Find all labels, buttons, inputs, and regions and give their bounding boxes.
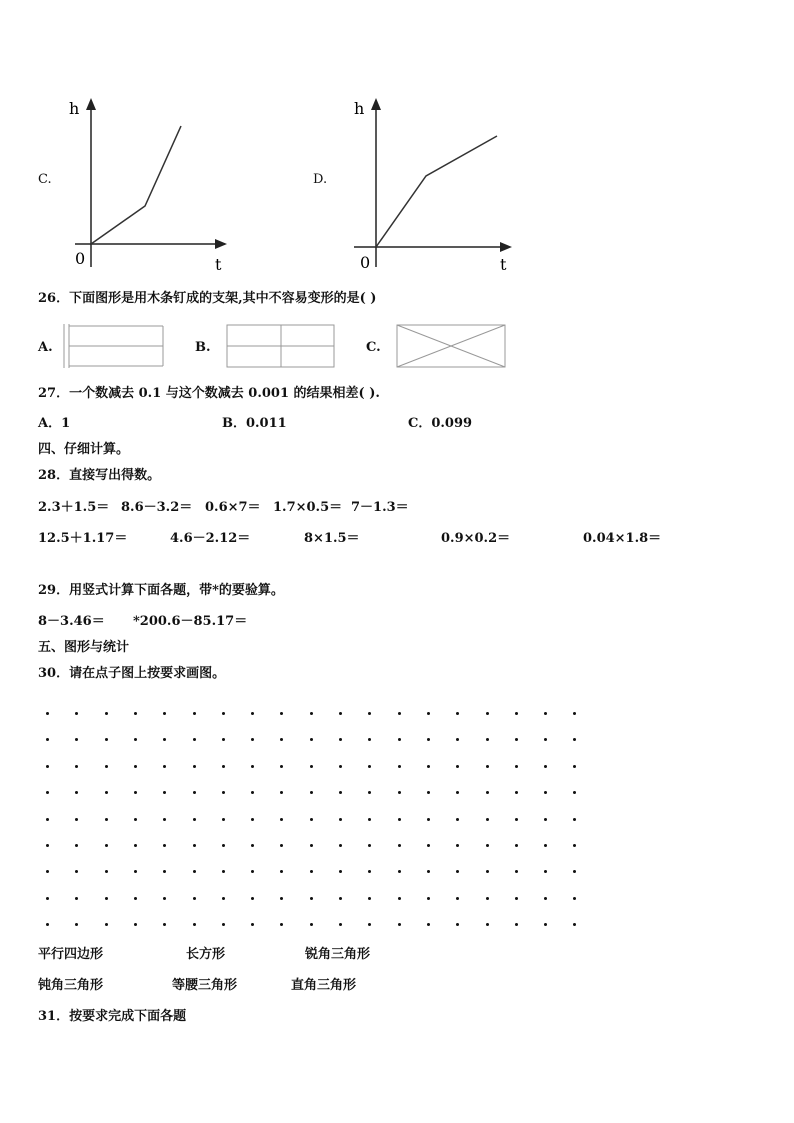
question-29: 29．用竖式计算下面各题，带*的要验算。	[38, 583, 284, 598]
grid-dot[interactable]	[368, 738, 371, 741]
dot-grid[interactable]	[46, 712, 556, 932]
option-c-label: C.	[38, 172, 52, 187]
graph-line	[376, 136, 497, 247]
q28-r2-item: 8×1.5＝	[304, 531, 360, 546]
grid-dot[interactable]	[486, 897, 489, 900]
q28-r2-item: 12.5＋1.17＝	[38, 531, 128, 546]
grid-dot[interactable]	[368, 897, 371, 900]
grid-dot[interactable]	[456, 923, 459, 926]
x-label: t	[215, 255, 222, 274]
grid-dot[interactable]	[251, 844, 254, 847]
graph-d	[340, 92, 530, 277]
grid-dot[interactable]	[515, 712, 518, 715]
q27-option-a: A．1	[38, 416, 71, 431]
q28-r2-item: 0.04×1.8＝	[583, 531, 662, 546]
question-26: 26．下面图形是用木条钉成的支架,其中不容易变形的是( )	[38, 291, 377, 306]
x-arrow	[215, 239, 227, 249]
grid-dot[interactable]	[486, 818, 489, 821]
grid-dot[interactable]	[75, 897, 78, 900]
grid-dot[interactable]	[105, 870, 108, 873]
grid-dot[interactable]	[280, 712, 283, 715]
grid-dot[interactable]	[251, 897, 254, 900]
grid-dot[interactable]	[573, 818, 576, 821]
grid-dot[interactable]	[427, 923, 430, 926]
grid-dot[interactable]	[134, 712, 137, 715]
y-arrow	[86, 98, 96, 110]
grid-dot[interactable]	[46, 765, 49, 768]
grid-dot[interactable]	[573, 870, 576, 873]
grid-dot[interactable]	[339, 897, 342, 900]
question-28: 28．直接写出得数。	[38, 468, 161, 483]
grid-dot[interactable]	[368, 844, 371, 847]
grid-dot[interactable]	[398, 870, 401, 873]
grid-dot[interactable]	[427, 712, 430, 715]
grid-dot[interactable]	[486, 712, 489, 715]
grid-dot[interactable]	[486, 791, 489, 794]
q28-r1-item: 7－1.3＝	[351, 500, 409, 515]
grid-dot[interactable]	[427, 870, 430, 873]
q26-option-c: C.	[366, 340, 381, 355]
grid-dot[interactable]	[75, 818, 78, 821]
grid-dot[interactable]	[75, 712, 78, 715]
y-arrow	[371, 98, 381, 110]
grid-dot[interactable]	[515, 791, 518, 794]
section-5-heading: 五、图形与统计	[38, 640, 130, 655]
grid-dot[interactable]	[398, 712, 401, 715]
grid-dot[interactable]	[515, 818, 518, 821]
grid-dot[interactable]	[427, 844, 430, 847]
grid-dot[interactable]	[427, 818, 430, 821]
grid-dot[interactable]	[544, 791, 547, 794]
grid-dot[interactable]	[544, 923, 547, 926]
grid-dot[interactable]	[193, 897, 196, 900]
grid-dot[interactable]	[280, 870, 283, 873]
grid-dot[interactable]	[339, 844, 342, 847]
q26-option-a: A.	[38, 340, 53, 355]
grid-dot[interactable]	[398, 897, 401, 900]
grid-dot[interactable]	[456, 738, 459, 741]
grid-dot[interactable]	[193, 765, 196, 768]
grid-dot[interactable]	[456, 844, 459, 847]
grid-dot[interactable]	[573, 712, 576, 715]
q28-r2-item: 4.6－2.12＝	[170, 531, 251, 546]
grid-dot[interactable]	[222, 923, 225, 926]
grid-dot[interactable]	[46, 897, 49, 900]
q28-r1-item: 1.7×0.5＝	[273, 500, 343, 515]
grid-dot[interactable]	[544, 712, 547, 715]
grid-dot[interactable]	[544, 818, 547, 821]
grid-dot[interactable]	[515, 765, 518, 768]
grid-dot[interactable]	[251, 712, 254, 715]
y-label: h	[69, 99, 80, 118]
grid-dot[interactable]	[310, 765, 313, 768]
grid-dot[interactable]	[544, 765, 547, 768]
q27-option-b: B．0.011	[222, 416, 287, 431]
q28-r1-item: 2.3＋1.5＝	[38, 500, 110, 515]
grid-dot[interactable]	[222, 870, 225, 873]
grid-dot[interactable]	[251, 765, 254, 768]
grid-dot[interactable]	[280, 791, 283, 794]
grid-dot[interactable]	[573, 923, 576, 926]
grid-dot[interactable]	[105, 844, 108, 847]
x-arrow	[500, 242, 512, 252]
grid-dot[interactable]	[163, 712, 166, 715]
grid-dot[interactable]	[456, 870, 459, 873]
grid-dot[interactable]	[251, 791, 254, 794]
grid-dot[interactable]	[515, 897, 518, 900]
grid-dot[interactable]	[486, 765, 489, 768]
grid-dot[interactable]	[544, 897, 547, 900]
grid-dot[interactable]	[339, 712, 342, 715]
option-d-label: D.	[313, 172, 328, 187]
grid-dot[interactable]	[193, 818, 196, 821]
grid-dot[interactable]	[222, 844, 225, 847]
grid-dot[interactable]	[280, 844, 283, 847]
grid-dot[interactable]	[544, 870, 547, 873]
grid-dot[interactable]	[105, 818, 108, 821]
grid-dot[interactable]	[222, 818, 225, 821]
grid-dot[interactable]	[339, 870, 342, 873]
grid-dot[interactable]	[105, 712, 108, 715]
grid-dot[interactable]	[75, 791, 78, 794]
grid-dot[interactable]	[105, 738, 108, 741]
grid-dot[interactable]	[310, 791, 313, 794]
q29-item: *200.6－85.17＝	[133, 614, 248, 629]
question-31: 31．按要求完成下面各题	[38, 1009, 187, 1024]
grid-dot[interactable]	[573, 738, 576, 741]
grid-dot[interactable]	[163, 765, 166, 768]
grid-dot[interactable]	[427, 765, 430, 768]
grid-dot[interactable]	[368, 870, 371, 873]
grid-dot[interactable]	[46, 844, 49, 847]
grid-dot[interactable]	[251, 870, 254, 873]
grid-dot[interactable]	[163, 897, 166, 900]
grid-dot[interactable]	[398, 923, 401, 926]
grid-dot[interactable]	[310, 818, 313, 821]
grid-dot[interactable]	[339, 923, 342, 926]
grid-dot[interactable]	[46, 712, 49, 715]
grid-dot[interactable]	[368, 765, 371, 768]
grid-dot[interactable]	[75, 923, 78, 926]
grid-dot[interactable]	[222, 791, 225, 794]
grid-dot[interactable]	[456, 818, 459, 821]
grid-dot[interactable]	[573, 844, 576, 847]
grid-dot[interactable]	[163, 844, 166, 847]
grid-dot[interactable]	[75, 870, 78, 873]
grid-dot[interactable]	[75, 765, 78, 768]
graph-c	[55, 92, 245, 277]
grid-dot[interactable]	[544, 844, 547, 847]
grid-dot[interactable]	[105, 897, 108, 900]
shape-label: 钝角三角形	[38, 978, 104, 993]
grid-dot[interactable]	[544, 738, 547, 741]
grid-dot[interactable]	[193, 712, 196, 715]
graph-line	[91, 126, 181, 244]
grid-dot[interactable]	[193, 791, 196, 794]
y-label: h	[354, 99, 365, 118]
q28-r1-item: 0.6×7＝	[205, 500, 261, 515]
grid-dot[interactable]	[193, 844, 196, 847]
grid-dot[interactable]	[163, 870, 166, 873]
frame-b-figure	[226, 322, 336, 370]
grid-dot[interactable]	[280, 738, 283, 741]
grid-dot[interactable]	[105, 791, 108, 794]
origin-label: 0	[75, 249, 86, 268]
grid-dot[interactable]	[515, 844, 518, 847]
grid-dot[interactable]	[427, 738, 430, 741]
grid-dot[interactable]	[105, 765, 108, 768]
grid-dot[interactable]	[310, 870, 313, 873]
grid-dot[interactable]	[573, 765, 576, 768]
grid-dot[interactable]	[134, 765, 137, 768]
grid-dot[interactable]	[163, 923, 166, 926]
grid-dot[interactable]	[456, 791, 459, 794]
grid-dot[interactable]	[193, 870, 196, 873]
grid-dot[interactable]	[515, 870, 518, 873]
grid-dot[interactable]	[427, 791, 430, 794]
q29-item: 8－3.46＝	[38, 614, 105, 629]
grid-dot[interactable]	[163, 738, 166, 741]
grid-dot[interactable]	[515, 738, 518, 741]
grid-dot[interactable]	[310, 712, 313, 715]
question-30: 30．请在点子图上按要求画图。	[38, 666, 226, 681]
grid-dot[interactable]	[339, 765, 342, 768]
grid-dot[interactable]	[486, 923, 489, 926]
grid-dot[interactable]	[515, 923, 518, 926]
grid-dot[interactable]	[46, 738, 49, 741]
grid-dot[interactable]	[398, 791, 401, 794]
grid-dot[interactable]	[75, 738, 78, 741]
q26-option-b: B.	[195, 340, 211, 355]
q28-r1-item: 8.6－3.2＝	[121, 500, 193, 515]
grid-dot[interactable]	[134, 923, 137, 926]
grid-dot[interactable]	[456, 712, 459, 715]
grid-dot[interactable]	[573, 791, 576, 794]
grid-dot[interactable]	[46, 923, 49, 926]
grid-dot[interactable]	[251, 818, 254, 821]
grid-dot[interactable]	[134, 818, 137, 821]
grid-dot[interactable]	[134, 897, 137, 900]
grid-dot[interactable]	[280, 818, 283, 821]
grid-dot[interactable]	[163, 791, 166, 794]
grid-dot[interactable]	[398, 844, 401, 847]
grid-dot[interactable]	[134, 791, 137, 794]
grid-dot[interactable]	[398, 818, 401, 821]
grid-dot[interactable]	[134, 870, 137, 873]
grid-dot[interactable]	[573, 897, 576, 900]
grid-dot[interactable]	[280, 897, 283, 900]
grid-dot[interactable]	[280, 765, 283, 768]
grid-dot[interactable]	[105, 923, 108, 926]
grid-dot[interactable]	[339, 818, 342, 821]
grid-dot[interactable]	[134, 844, 137, 847]
q28-r2-item: 0.9×0.2＝	[441, 531, 511, 546]
grid-dot[interactable]	[368, 712, 371, 715]
grid-dot[interactable]	[222, 897, 225, 900]
grid-dot[interactable]	[310, 738, 313, 741]
grid-dot[interactable]	[427, 897, 430, 900]
x-label: t	[500, 255, 507, 274]
grid-dot[interactable]	[398, 738, 401, 741]
shape-label: 平行四边形	[38, 947, 104, 962]
grid-dot[interactable]	[193, 923, 196, 926]
grid-dot[interactable]	[398, 765, 401, 768]
grid-dot[interactable]	[251, 738, 254, 741]
grid-dot[interactable]	[339, 738, 342, 741]
origin-label: 0	[360, 253, 371, 272]
shape-label: 等腰三角形	[172, 978, 238, 993]
grid-dot[interactable]	[456, 897, 459, 900]
grid-dot[interactable]	[134, 738, 137, 741]
grid-dot[interactable]	[368, 923, 371, 926]
grid-dot[interactable]	[486, 738, 489, 741]
grid-dot[interactable]	[222, 765, 225, 768]
grid-dot[interactable]	[46, 791, 49, 794]
frame-a-figure	[62, 322, 166, 370]
grid-dot[interactable]	[368, 791, 371, 794]
grid-dot[interactable]	[46, 818, 49, 821]
grid-dot[interactable]	[222, 712, 225, 715]
grid-dot[interactable]	[75, 844, 78, 847]
grid-dot[interactable]	[339, 791, 342, 794]
grid-dot[interactable]	[222, 738, 225, 741]
grid-dot[interactable]	[368, 818, 371, 821]
shape-label: 长方形	[186, 947, 226, 962]
grid-dot[interactable]	[486, 870, 489, 873]
grid-dot[interactable]	[310, 844, 313, 847]
grid-dot[interactable]	[163, 818, 166, 821]
grid-dot[interactable]	[251, 923, 254, 926]
question-27: 27．一个数减去 0.1 与这个数减去 0.001 的结果相差( ).	[38, 386, 380, 401]
section-4-heading: 四、仔细计算。	[38, 442, 130, 457]
grid-dot[interactable]	[280, 923, 283, 926]
grid-dot[interactable]	[193, 738, 196, 741]
shape-label: 锐角三角形	[305, 947, 371, 962]
grid-dot[interactable]	[46, 870, 49, 873]
grid-dot[interactable]	[310, 923, 313, 926]
grid-dot[interactable]	[456, 765, 459, 768]
shape-label: 直角三角形	[291, 978, 357, 993]
q27-option-c: C．0.099	[408, 416, 473, 431]
grid-dot[interactable]	[486, 844, 489, 847]
frame-c-figure	[395, 322, 507, 370]
grid-dot[interactable]	[310, 897, 313, 900]
